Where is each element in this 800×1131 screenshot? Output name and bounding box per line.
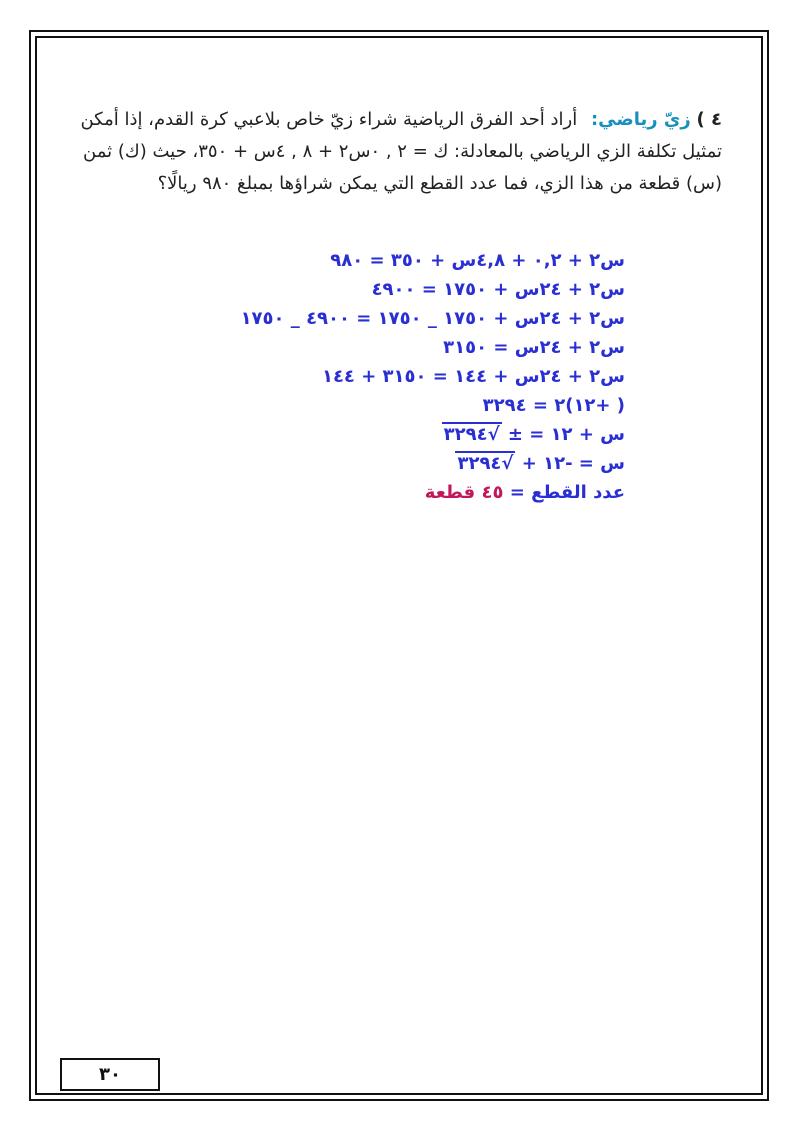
solution-line-1: س٢ + ٠,٢ + ٤,٨س + ٣٥٠ = ٩٨٠ <box>330 250 625 271</box>
solution-root-line-2 <box>65 449 625 478</box>
solution-steps <box>65 246 625 507</box>
problem-number: ٤ ) <box>696 109 722 130</box>
answer-label: عدد القطع = <box>509 482 625 503</box>
problem-text: أراد أحد الفرق الرياضية شراء زيّ خاص بلاعبي كرة القدم، إذا أمكن تمثيل تكلفة الزي الرياضي بالمعادلة: ك = ٢ , ٠س٢ + ٨ , ٤س + ٣٥٠، حيث (ك) ثمن (س) قطعة من هذا الزي، فما عدد القطع التي يمكن شراؤها بمبلغ ٩٨٠ ريالًا؟ <box>80 109 722 194</box>
radical-1: √٣٢٩٤ <box>443 424 500 445</box>
solution-line-5: س٢ + ٢٤س + ١٤٤ = ٣١٥٠ + ١٤٤ <box>321 366 625 387</box>
solution-line-2: س٢ + ٢٤س + ١٧٥٠ = ٤٩٠٠ <box>371 279 625 300</box>
solution-line-4: س٢ + ٢٤س = ٣١٥٠ <box>443 337 625 358</box>
page-number: ٣٠ <box>99 1064 121 1085</box>
answer-line <box>65 478 625 507</box>
root-left-2: س = -١٢ + <box>521 453 625 474</box>
solution-line-6: ( +١٢)٢ = ٣٢٩٤ <box>482 395 625 416</box>
solution-line-3: س٢ + ٢٤س + ١٧٥٠ _ ١٧٥٠ = ٤٩٠٠ _ ١٧٥٠ <box>240 308 625 329</box>
radical-2: √٣٢٩٤ <box>457 453 514 474</box>
radicand-2: ٣٢٩٤ <box>457 453 502 474</box>
solution-root-line-1 <box>65 420 625 449</box>
root-left-1: س + ١٢ = ± <box>507 424 625 445</box>
page-number-box <box>60 1058 160 1091</box>
answer-value: ٤٥ قطعة <box>424 482 504 503</box>
radicand-1: ٣٢٩٤ <box>443 424 488 445</box>
problem-title: زيّ رياضي: <box>590 109 691 130</box>
problem-statement <box>62 104 722 200</box>
